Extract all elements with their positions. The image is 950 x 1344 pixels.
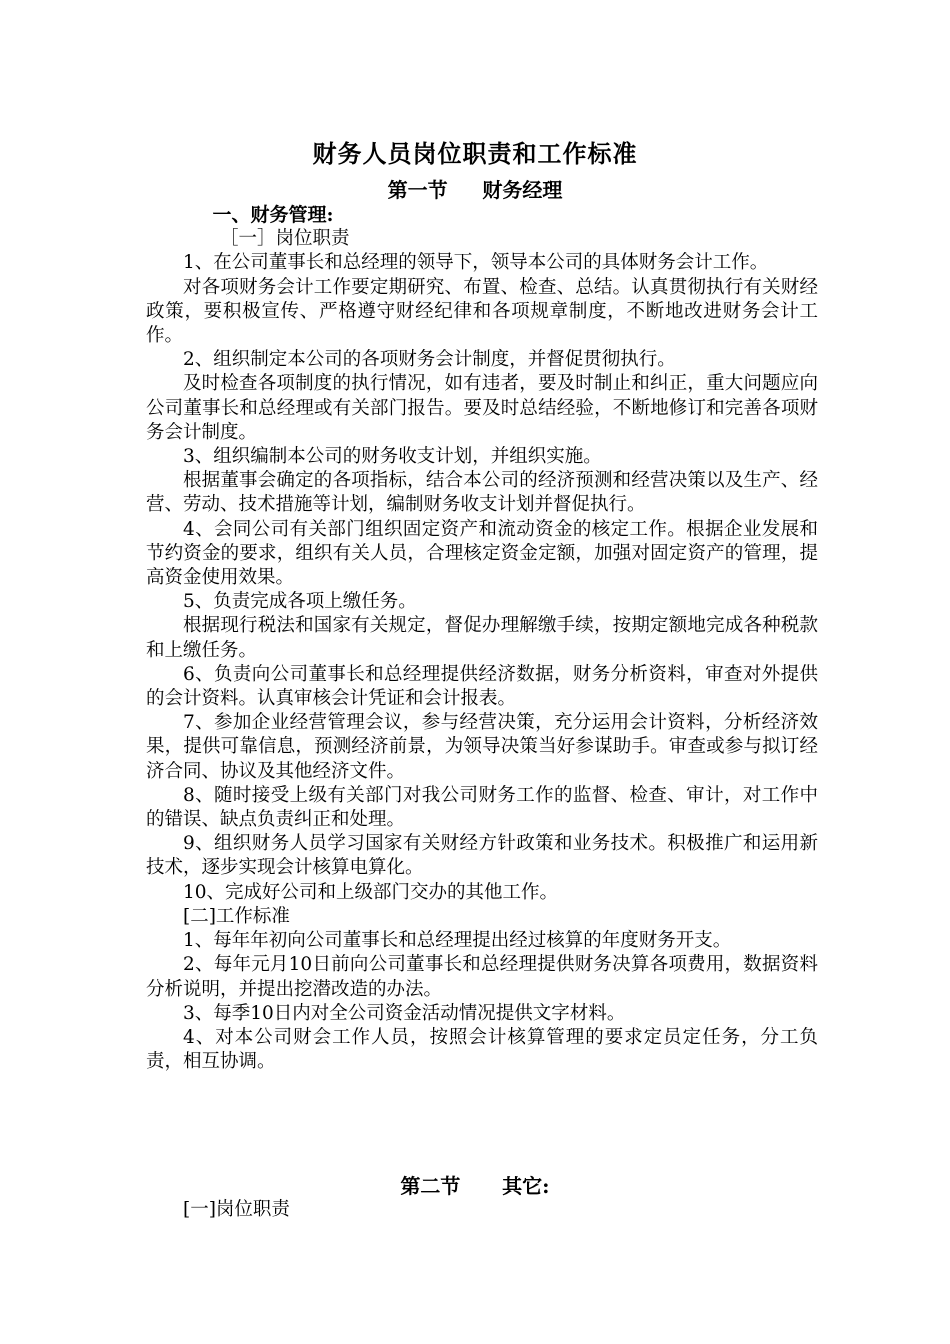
paragraph: 对各项财务会计工作要定期研究、布置、检查、总结。认真贯彻执行有关财经政策，要积极宣传、严格遵守财经纪律和各项规章制度，不断地改进财务会计工作。	[146, 276, 818, 347]
paragraph: 1、每年年初向公司董事长和总经理提出经过核算的年度财务开支。	[183, 930, 732, 952]
section-1-title: 第一节 财务经理	[387, 178, 563, 202]
section-heading: 一、财务管理:	[212, 204, 334, 226]
paragraph: 及时检查各项制度的执行情况，如有违者，要及时制止和纠正，重大问题应向公司董事长和总经理或有关部门报告。要及时总结经验，不断地修订和完善各项财务会计制度。	[146, 373, 818, 443]
paragraph: 根据董事会确定的各项指标，结合本公司的经济预测和经营决策以及生产、经营、劳动、技术措施等计划，编制财务收支计划并督促执行。	[146, 470, 818, 516]
paragraph: 根据现行税法和国家有关规定，督促办理解缴手续，按期定额地完成各种税款和上缴任务。	[146, 615, 818, 661]
paragraph: 2、组织制定本公司的各项财务会计制度，并督促贯彻执行。	[183, 349, 676, 371]
sub-heading-standards: [二]工作标准	[183, 905, 290, 927]
document-title: 财务人员岗位职责和工作标准	[312, 139, 638, 168]
section-2-body	[146, 1198, 818, 1222]
sub-heading-duties: ［一］岗位职责	[220, 228, 350, 250]
paragraph: 5、负责完成各项上缴任务。	[183, 591, 417, 613]
paragraph: 9、组织财务人员学习国家有关财经方针政策和业务技术。积极推广和运用新技术，逐步实现会计核算电算化。	[146, 833, 818, 879]
paragraph: 4、对本公司财会工作人员，按照会计核算管理的要求定员定任务，分工负责，相互协调。	[146, 1026, 818, 1073]
paragraph: 2、每年元月10日前向公司董事长和总经理提供财务决算各项费用，数据资料分析说明，并提出挖潜改造的办法。	[146, 954, 818, 1000]
document-body	[146, 203, 818, 1074]
sub-heading-duties-2: [一]岗位职责	[183, 1199, 290, 1220]
section-2-title: 第二节 其它:	[400, 1174, 550, 1198]
paragraph: 3、组织编制本公司的财务收支计划，并组织实施。	[183, 446, 602, 468]
paragraph: 7、参加企业经营管理会议，参与经营决策，充分运用会计资料，分析经济效果，提供可靠信息，预测经济前景，为领导决策当好参谋助手。审查或参与拟订经济合同、协议及其他经济文件。	[146, 712, 818, 782]
paragraph: 3、每季10日内对全公司资金活动情况提供文字材料。	[183, 1002, 626, 1024]
paragraph: 1、在公司董事长和总经理的领导下，领导本公司的具体财务会计工作。	[183, 252, 769, 274]
paragraph: 4、会同公司有关部门组织固定资产和流动资金的核定工作。根据企业发展和节约资金的要求，组织有关人员，合理核定资金定额，加强对固定资产的管理，提高资金使用效果。	[146, 518, 818, 589]
paragraph: 10、完成好公司和上级部门交办的其他工作。	[183, 881, 559, 903]
paragraph: 8、随时接受上级有关部门对我公司财务工作的监督、检查、审计，对工作中的错误、缺点负责纠正和处理。	[146, 784, 818, 831]
paragraph: 6、负责向公司董事长和总经理提供经济数据，财务分析资料，审查对外提供的会计资料。认真审核会计凭证和会计报表。	[146, 663, 818, 710]
